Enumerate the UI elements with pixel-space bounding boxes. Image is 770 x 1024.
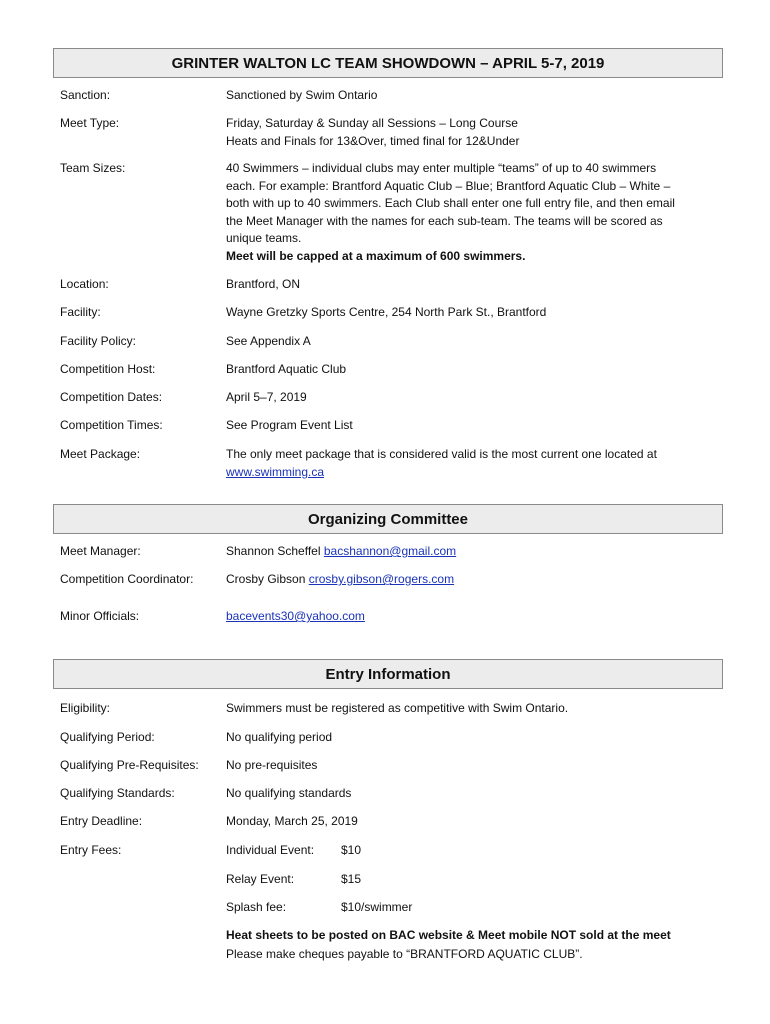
entry-deadline-label: Entry Deadline: xyxy=(60,814,143,828)
competition-times-label: Competition Times: xyxy=(60,418,163,432)
meet-type-line: Friday, Saturday & Sunday all Sessions – Long Course xyxy=(226,116,518,130)
fee-item xyxy=(226,871,716,889)
qualifying-period-value: No qualifying period xyxy=(226,730,333,744)
entry-information-banner xyxy=(53,659,723,689)
heat-sheets-note: Heat sheets to be posted on BAC website & Meet mobile NOT sold at the meet xyxy=(226,928,671,942)
entry-fees-list xyxy=(226,842,716,917)
facility-label: Facility: xyxy=(60,305,101,319)
facility-value: Wayne Gretzky Sports Centre, 254 North Park St., Brantford xyxy=(226,305,547,319)
meet-title-banner xyxy=(53,48,723,78)
organizing-committee-banner xyxy=(53,504,723,534)
team-sizes-line: the Meet Manager with the names for each sub-team. The teams will be scored as xyxy=(226,213,663,228)
fee-amount: $10 xyxy=(341,843,362,857)
fee-item xyxy=(226,842,716,860)
meet-manager-name: Shannon Scheffel xyxy=(226,544,321,558)
qualifying-standards-value: No qualifying standards xyxy=(226,786,352,800)
meet-package-label: Meet Package: xyxy=(60,447,141,461)
competition-dates-label: Competition Dates: xyxy=(60,390,163,404)
facility-policy-value: See Appendix A xyxy=(226,334,311,348)
fee-amount: $15 xyxy=(341,871,362,886)
team-cap-note: Meet will be capped at a maximum of 600 swimmers. xyxy=(226,248,526,263)
competition-coordinator-label: Competition Coordinator: xyxy=(60,572,194,586)
meet-type-line: Heats and Finals for 13&Over, timed final for 12&Under xyxy=(226,133,520,148)
meet-manager-value xyxy=(226,543,716,561)
fee-name: Splash fee: xyxy=(226,900,287,914)
team-sizes-line: each. For example: Brantford Aquatic Club – Blue; Brantford Aquatic Club – White – xyxy=(226,178,671,193)
sanction-value: Sanctioned by Swim Ontario xyxy=(226,88,378,102)
fee-amount: $10/swimmer xyxy=(341,900,413,914)
entry-deadline-value: Monday, March 25, 2019 xyxy=(226,814,358,828)
meet-type-label: Meet Type: xyxy=(60,116,120,130)
sanction-label: Sanction: xyxy=(60,88,111,102)
notes-block xyxy=(226,926,671,964)
meet-package-text: The only meet package that is considered valid is the most current one located at xyxy=(226,447,657,461)
meet-package-link[interactable]: www.swimming.ca xyxy=(226,464,325,479)
competition-coordinator-name: Crosby Gibson xyxy=(226,572,306,586)
location-label: Location: xyxy=(60,277,109,291)
competition-coordinator-value xyxy=(226,571,716,589)
minor-officials-label: Minor Officials: xyxy=(60,609,140,623)
team-sizes-value xyxy=(226,160,716,265)
meet-manager-email-link[interactable]: bacshannon@gmail.com xyxy=(323,544,457,558)
eligibility-label: Eligibility: xyxy=(60,701,111,715)
facility-policy-label: Facility Policy: xyxy=(60,334,137,348)
entry-fees-label: Entry Fees: xyxy=(60,843,122,857)
location-value: Brantford, ON xyxy=(226,277,301,291)
fee-name: Relay Event: xyxy=(226,871,295,886)
team-sizes-line: 40 Swimmers – individual clubs may enter multiple “teams” of up to 40 swimmers xyxy=(226,161,657,175)
cheques-note: Please make cheques payable to “BRANTFORD AQUATIC CLUB”. xyxy=(226,947,583,961)
fee-name: Individual Event: xyxy=(226,843,315,857)
team-sizes-line: unique teams. xyxy=(226,231,302,245)
minor-officials-email-link[interactable]: bacevents30@yahoo.com xyxy=(226,609,365,623)
competition-host-label: Competition Host: xyxy=(60,362,156,376)
meet-package-value xyxy=(226,446,716,481)
section-title: Entry Information xyxy=(325,665,451,683)
qualifying-period-label: Qualifying Period: xyxy=(60,730,155,744)
eligibility-value: Swimmers must be registered as competitive with Swim Ontario. xyxy=(226,701,569,715)
qualifying-prerequisites-value: No pre-requisites xyxy=(226,758,318,772)
fee-item xyxy=(226,899,716,917)
meet-type-value xyxy=(226,115,716,150)
competition-host-value: Brantford Aquatic Club xyxy=(226,362,347,376)
page-title: GRINTER WALTON LC TEAM SHOWDOWN – APRIL 5-7, 2019 xyxy=(171,54,605,72)
competition-dates-value: April 5–7, 2019 xyxy=(226,390,307,404)
section-title: Organizing Committee xyxy=(307,510,468,528)
minor-officials-value xyxy=(226,608,716,626)
qualifying-prerequisites-label: Qualifying Pre-Requisites: xyxy=(60,758,199,772)
qualifying-standards-label: Qualifying Standards: xyxy=(60,786,175,800)
competition-coordinator-email-link[interactable]: crosby.gibson@rogers.com xyxy=(308,572,455,586)
team-sizes-line: both with up to 40 swimmers. Each Club shall enter one full entry file, and then email xyxy=(226,196,675,210)
competition-times-value: See Program Event List xyxy=(226,418,353,432)
meet-manager-label: Meet Manager: xyxy=(60,544,141,558)
team-sizes-label: Team Sizes: xyxy=(60,161,126,175)
